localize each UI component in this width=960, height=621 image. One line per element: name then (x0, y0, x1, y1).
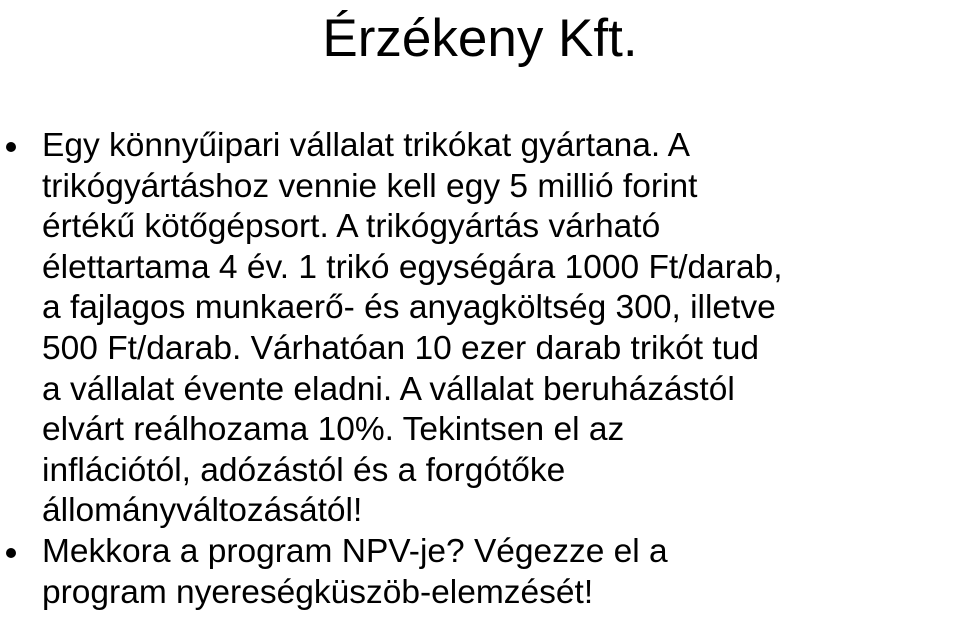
bullet-list (0, 126, 960, 613)
bullet-line: inflációtól, adózástól és a forgótőke (42, 451, 566, 489)
bullet-line: trikógyártáshoz vennie kell egy 5 millió forint (42, 167, 698, 205)
bullet-line: elvárt reálhozama 10%. Tekintsen el az (42, 411, 625, 449)
bullet-item-question (0, 532, 960, 613)
bullet-dot-icon (6, 548, 16, 558)
slide-title: Érzékeny Kft. (322, 9, 638, 68)
bullet-line: program nyereségküszöb-elemzését! (42, 573, 594, 611)
bullet-line: a fajlagos munkaerő- és anyagköltség 300, illetve (42, 289, 776, 327)
bullet-line: Egy könnyűipari vállalat trikókat gyártana. A (42, 127, 691, 164)
bullet-line: értékű kötőgépsort. A trikógyártás várható (42, 208, 661, 246)
bullet-line: Mekkora a program NPV-je? Végezze el a (42, 532, 668, 570)
bullet-item-problem (0, 126, 960, 532)
bullet-line: a vállalat évente eladni. A vállalat beruházástól (42, 370, 735, 408)
bullet-line: élettartama 4 év. 1 trikó egységára 1000 Ft/darab, (42, 248, 783, 286)
bullet-line: 500 Ft/darab. Várhatóan 10 ezer darab trikót tud (42, 329, 759, 367)
bullet-dot-icon (6, 142, 16, 152)
bullet-line: állományváltozásától! (42, 492, 363, 530)
